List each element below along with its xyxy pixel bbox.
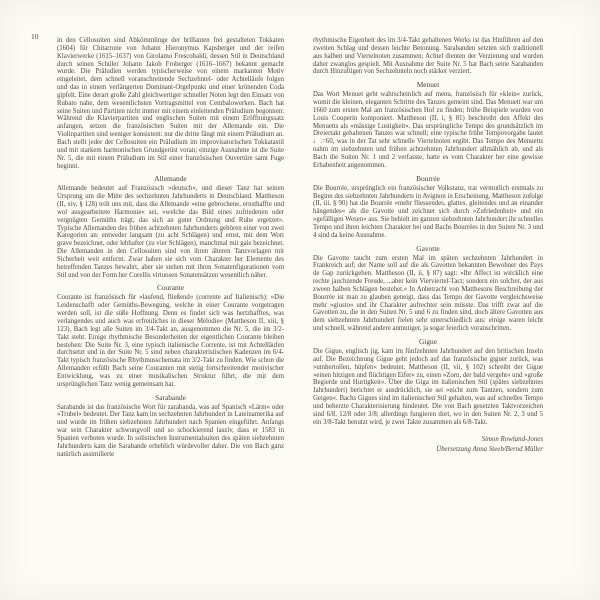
paragraph: Das Wort Menuet geht wahrscheinlich auf menu, französisch für »klein« zurück, womit die kleinen, eleganten Schritte des Tanzes gemeint sind. Das Menuett war um 1660 zum ersten Mal am französischen Hof zu finden; frühe Beispiele wurden von Louis Couperin komponiert. Mattheson (II, i, § 81) beschreibt den Affekt des Menuetts als »mässige Lustigkeit«. Das ursprüngliche Tempo des grundsätzlich im Dreiertakt gehaltenen Tanzes war schnell; eine typische frühe Tempovorgabe lautet ♩.=60, was in der Tat sehr schnelle Viertelnoten ergibt. Das Tempo des Menuetts nahm im siebzehnten und frühen achtzehnten Jahrhundert allmählich ab, und als Bach die Suiten Nr. 1 und 2 verfasste, hatte es vom Charakter her eine gewisse Erhabenheit angenommen. — [313, 91, 543, 169]
paragraph: Allemande bedeutet auf Französisch »deutsch«, und dieser Tanz hat seinen Ursprung um die Mitte des sechzehnten Jahrhunderts in Deutschland. Mattheson (II, xiv, § 128) teilt uns mit, dass die Allemande »eine gebrochene, ernsthaffte und wol ausgearbeitete Harmonie« sei, »welche das Bild eines zufriedenen oder vergnügten Gemüths trägt, das sich an guter Ordnung und Ruhe ergetzet«. Typische Allemanden des frühen achtzehnten Jahrhunderts gehören einer von zwei Kategorien an: entweder langsam (zu acht Schlägen) und ernst, mit dem Wort grave bezeichnet, oder lebhafter (zu vier Schlägen), manchmal mit gaie bezeichnet. Die Allemanden in den Cellosuiten sind von ihren älteren Tanzvorlagen mit Sicherheit weit entfernt. Zwar haben sie sich vom Charakter her Elemente des betreffenden Tanzes bewahrt, aber sie stehen mit ihren Sonatenfigurationen vom Stil und von der Form her Corellis virtuosen Sonatensätzen wesentlich näher. — [57, 185, 284, 279]
paragraph: Die Gigue, englisch jig, kam im fünfzehnten Jahrhundert auf den britischen Inseln auf. Die Bezeichnung Gigue geht jedoch auf das französische giguer zurück, was »umhertollen, hüpfen« bedeutet. Mattheson (II, vii, § 102) schreibt der Gigue »einen hitzigen und flüchtigen Eifer« zu, einen »Zorn, der bald vergeht« und »große Begierde und Hurtigkeit«. Über die Giga im italienischen Stil (spätes siebzehntes Jahrhundert) berichtet er ausdrücklich, sie sei »nicht zum Tantzen, sondern zum Geigen«. Bachs Gigues sind im italienischen Stil gehalten, was auf schnelles Tempo und beherzte Charakterisierung hindeutet. Die von Bach gesetzten Taktvorzeichen sind 6/8, 12/8 oder 3/8; allerdings fungieren dort, wo in den Suiten Nr. 2, 3 und 5 ein 3/8-Takt benutzt wird, je zwei Takte zusammen als 6/8-Takt. — [313, 348, 543, 426]
paragraph: rhythmische Eigenheit des im 3/4-Takt gehaltenen Werks ist das Hinführen auf den zweiten Schlag und dessen leichte Betonung. Sarabanden setzten sich traditionell aus halben und Viertelnoten zusammen; Achtel dienten der Verzierung und wurden daher zwanglos gespielt. Mit Ausnahme der Suite Nr. 5 hat Bach seine Sarabanden durch Hinzufügen von Sechzehnteln noch stärker verziert. — [313, 37, 543, 76]
paragraph: in den Cellosuiten sind Abkömmlinge der brillanten frei gestalteten Tokkaten (1604) für Chitarrone von Johann Hieronymus Kapsberger und der reifen Klavierwerke (1615–1637) von Girolamo Frescobaldi, dessen Stil in Deutschland durch seinen Schüler Johann Jakob Froberger (1616–1667) bekannt gemacht wurde. Die Präludien werden typischerweise von einem markanten Motiv eingeleitet, dem schnell voranschreitende Sechzehntel- oder Achtelläufe folgen und das in einem verlängerten Dominant-Orgelpunkt und einer krönenden Coda gipfelt. Eine derart große Zahl gleichwertiger schneller Noten legt den Einsatz von Rubato nahe, dem wesentlichsten Vortragsmittel von Cembalowerken. Bach hat seine Suiten und Partiten nicht immer mit einem einleitenden Präludium begonnen: Während die Klavierpartiten und englischen Suiten mit einem Eröffnungssatz anfangen, setzen die französischen Suiten mit der Allemande ein. Die Violinpartiten sind weniger konsistent: nur die dritte fängt mit einem Präludium an. Bach stellt jeder der Cellosuiten ein Präludium im improvisatorischen Tokkatastil und mit starkem harmonischen Grundgerüst voran; einzige Ausnahme ist die Suite Nr. 5, die mit einem Präludium im Stil einer französischen Ouvertüre samt Fuge beginnt. — [57, 37, 284, 170]
section-heading: Menuet — [416, 80, 440, 90]
paragraph: Courante ist französisch für »laufend, fließend« (corrente auf Italienisch): »Die Leidenschafft oder Gemüths-Bewegung, welche in einer Courante vorgetragen werden soll, ist die süße Hoffnung. Denn es findet sich was hertzhafftes, was verlangendes und auch was erfreuliches in dieser Melodie« (Mattheson II, xiii, § 123). Bach legt alle Suiten im 3/4-Takt an, ausgenommen die Nr. 5, die im 3/2-Takt steht. Einige rhythmische Besonderheiten der eigentlichen Courante bleiben bestehen: Die Suite Nr. 3, eine typisch italienische Corrente, ist mit Achtelläufen durchsetzt und in der Suite Nr. 5 sind neben charakteristischen Kadenzen im 6/4-Takt typisch französische Rhythmusschemata im 3/2-Takt zu finden. Wie schon die Allemanden erfüllt Bach seine Couranten mit stetig fortschreitender motivischer Entwicklung, was zu einer musikalischen Struktur führt, die mit dem ursprünglichen Tanz wenig gemeinsam hat. — [57, 294, 284, 388]
signature-line: Übersetzung Anna Steeb/Bernd Müller — [436, 446, 543, 454]
signature-line: Simon Rowland-Jones — [481, 436, 543, 444]
text-columns — [57, 37, 543, 459]
paragraph: Die Gavotte taucht zum ersten Mal im späten sechzehnten Jahrhundert in Frankreich auf; der Name soll auf die als Gavotten bekannten Bewohner des Pays de Gap zurückgehen. Mattheson (II, ii, § 87) sagt: »Ihr Affect ist wircklich eine rechte jauchzende Freude, ...aber kein Vierviertel-Tact; sondern ein solcher, der aus zween halben Schlägen bestehet.« In Anbetracht von Matthesons Beschreibung der Bourrée ist man zu glauben geneigt, dass das Tempo der Gavotte vergleichsweise mehr »giusto« und ihr Charakter aufrechter sein müsste. Das trifft zwar auf die Gavotten zu, die in den Suiten Nr. 5 und 6 zu finden sind, doch ältere Gavotten aus dem siebzehnten Jahrhundert fielen sehr unterschiedlich aus: einige waren leicht und schnell, während andere anmutiger, ja sogar feierlich voranschritten. — [313, 254, 543, 333]
section-heading: Bourrée — [416, 173, 440, 183]
paragraph: Die Bourrée, ursprünglich ein französischer Volkstanz, trat vermutlich erstmals zu Beginn des siebzehnten Jahrhunderts in Avignon in Erscheinung. Mattheson zufolge (II, iii, § 90) hat die Bourrée »mehr fliessendes, glattes, gleitendes und an einander hängendes« als die Gavotte und zeichnet sich durch »Zufriedenheit« und ein »gefälligen Wesen« aus. Sie behielt im ganzen siebzehnten Jahrhundert ihr schnelles Tempo und ihren leichten Charakter bei und Bachs Bourrées in den Suiten Nr. 3 und 4 sind da keine Ausnahme. — [313, 184, 543, 239]
right-column — [313, 37, 543, 459]
section-heading: Allemande — [154, 174, 187, 184]
paragraph: Sarabande ist das französische Wort für zarabanda, was auf Spanisch »Lärm« oder »Trubel« bedeutet. Der Tanz kam im sechzehnten Jahrhundert in Lateinamerika auf und wurde im frühen siebzehnten Jahrhundert nach Spanien eingeführt. Anfangs war sein Charakter schwungvoll und so schockierend lasziv, dass er 1583 in Spanien verboten wurde. In solistischen Instrumentalsuiten des späten siebzehnten Jahrhunderts kam die Sarabande erheblich würdevoller daher. Die von Bach ganz natürlich assimilierte — [57, 403, 284, 458]
section-heading: Courante — [156, 283, 185, 293]
page-number: 10 — [31, 32, 39, 41]
section-heading: Gavotte — [416, 243, 440, 253]
left-column — [57, 37, 284, 459]
section-heading: Sarabande — [155, 392, 186, 402]
section-heading: Gigue — [418, 337, 438, 346]
